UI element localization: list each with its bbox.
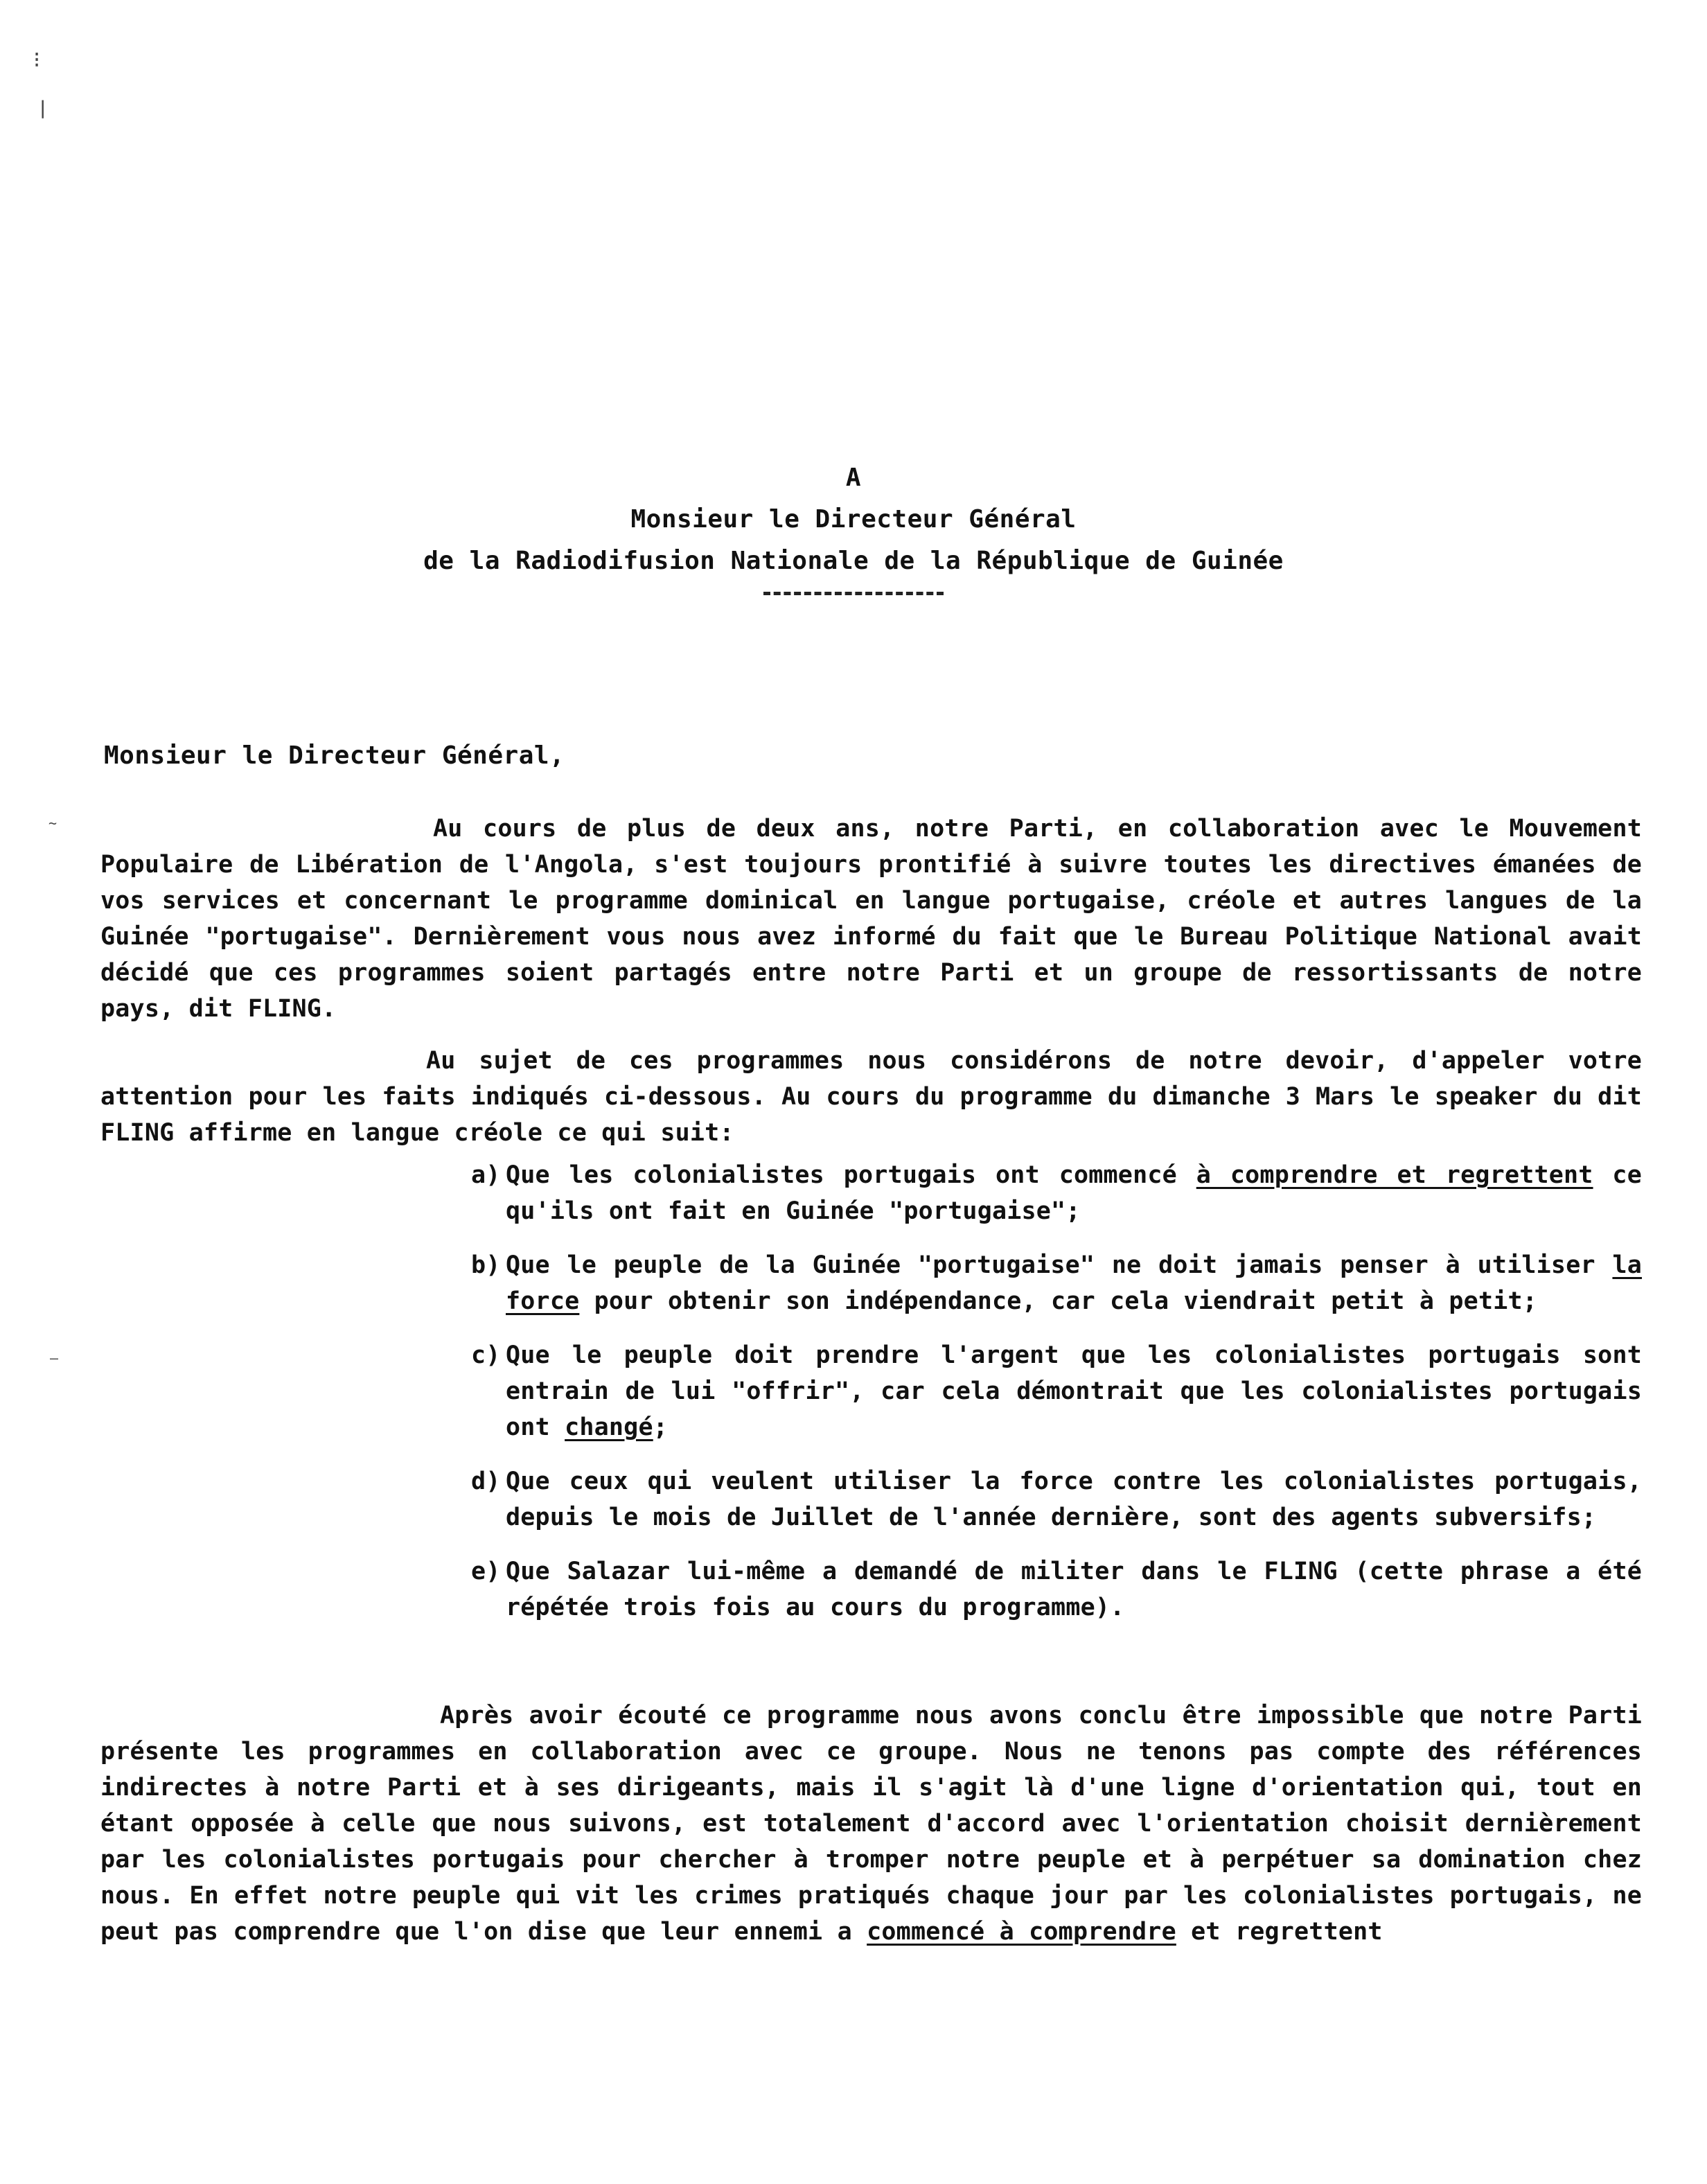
paragraph-2: Au sujet de ces programmes nous considérons de notre devoir, d'appeler votre attention pour les faits indiqués ci-dessous. Au cours du programme du dimanche 3 Mars le speaker du dit FLING affirme en langue créole ce qui suit: [100, 1047, 1642, 1147]
heading-to: A [845, 464, 862, 492]
list-item-text: Que le peuple doit prendre l'argent que les colonialistes portugais sont entrain de lui "offrir", car cela démontrait que les colonialistes portugais ont [506, 1341, 1642, 1441]
list-item-text: ce qu'ils ont fait en Guinée "portugaise"; [506, 1161, 1642, 1225]
paragraph-1: Au cours de plus de deux ans, notre Parti, en collaboration avec le Mouvement Populaire de Libération de l'Angola, s'est toujours prontifié à suivre toutes les directives émanées de vos services et concernant le programme dominical en langue portugaise, créole et autres langues de la Guinée "portugaise". Dernièrement vous nous avez informé du fait que le Bureau Politique National avait décidé que ces programmes soient partagés entre notre Parti et un groupe de ressortissants de notre pays, dit FLING. [100, 815, 1642, 1023]
list-item-text: Que les colonialistes portugais ont commencé [506, 1161, 1196, 1189]
list-item-marker: d) [471, 1468, 501, 1495]
salutation: Monsieur le Directeur Général, [104, 741, 565, 770]
list-item [471, 1463, 1642, 1535]
underlined-text: la force [506, 1251, 1642, 1315]
underlined-text: changé [565, 1414, 653, 1441]
list-item [471, 1553, 1642, 1626]
list-item-marker: c) [471, 1341, 501, 1369]
margin-mark: – [50, 1350, 59, 1366]
list-item-text: Que ceux qui veulent utiliser la force contre les colonialistes portugais, depuis le mois de Juillet de l'année dernière, sont des agents subversifs; [506, 1468, 1642, 1531]
margin-mark: ❘ [36, 95, 50, 121]
statement-list [471, 1157, 1642, 1644]
list-item-marker: e) [471, 1558, 501, 1585]
list-item-text: Que le peuple de la Guinée "portugaise" ne doit jamais penser à utiliser [506, 1251, 1613, 1279]
letter-heading [0, 457, 1707, 595]
list-item-text: Que Salazar lui-même a demandé de militer dans le FLING (cette phrase a été répétée trois fois au cours du programme). [506, 1558, 1642, 1621]
list-item-text: ; [653, 1414, 669, 1441]
list-item [471, 1247, 1642, 1319]
margin-mark: ⁝ [33, 46, 41, 73]
underlined-text: à comprendre et regrettent [1196, 1161, 1593, 1189]
heading-recipient-title: Monsieur le Directeur Général [630, 505, 1077, 534]
underlined-text: commencé à comprendre [867, 1918, 1176, 1946]
heading-recipient-org: de la Radiodifusion Nationale de la République de Guinée [423, 547, 1284, 575]
heading-divider [763, 592, 944, 595]
margin-mark: ~ [48, 815, 58, 831]
paragraph-text: et regrettent [1176, 1918, 1383, 1946]
list-item-marker: b) [471, 1251, 501, 1279]
list-item [471, 1337, 1642, 1445]
list-item [471, 1157, 1642, 1229]
paragraph-text: Après avoir écouté ce programme nous avons conclu être impossible que notre Parti présente les programmes en collaboration avec ce groupe. Nous ne tenons pas compte des références indirectes à notre Parti et à ses dirigeants, mais il s'agit là d'une ligne d'orientation qui, tout en étant opposée à celle que nous suivons, est totalement d'accord avec l'orientation choisit dernièrement par les colonialistes portugais pour chercher à tromper notre peuple et à perpétuer sa domination chez nous. En effet notre peuple qui vit les crimes pratiqués chaque jour par les colonialistes portugais, ne peut pas comprendre que l'on dise que leur ennemi a [100, 1702, 1642, 1946]
paragraph-3 [100, 1698, 1642, 1950]
list-item-marker: a) [471, 1161, 501, 1189]
list-item-text: pour obtenir son indépendance, car cela viendrait petit à petit; [579, 1287, 1538, 1315]
